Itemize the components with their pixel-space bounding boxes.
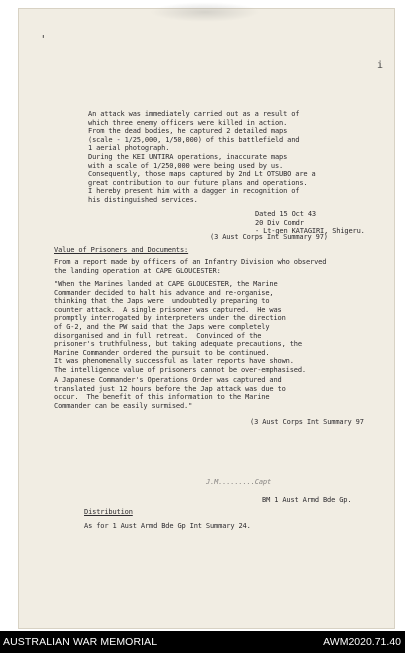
signatory-unit: BM 1 Aust Armd Bde Gp.: [262, 496, 352, 504]
ink-smudge: [150, 2, 260, 22]
report-intro-paragraph: From a report made by officers of an Infantry Division who observed the landing operation at CAPE GLOUCESTER:: [54, 258, 327, 275]
distribution-heading: Distribution: [84, 508, 133, 516]
citation-signature: Dated 15 Oct 43 20 Div Comdr - Lt-gen KATAGIRI, Shigeru.: [255, 210, 365, 236]
section-heading: Value of Prisoners and Documents:: [54, 246, 189, 254]
footer-accession-number: AWM2020.71.40: [323, 636, 401, 648]
archive-footer-bar: [0, 631, 405, 653]
margin-mark-right: i: [377, 60, 384, 71]
report-quote-paragraph: "When the Marines landed at CAPE GLOUCESTER, the Marine Commander decided to halt his advance and re-organise, thinking that the Japs were undoubtedly preparing to counter attack. A single prisoner was captured. He was promptly interrogated by interpreters under the direction of G-2, and the PW said that the Japs were completely disorganised and in full retreat. Convinced of the prisoner's truthfulness, but taking adequate precautions, the Marine Commander ordered the pursuit to be continued. It was phenomenally successful as later reports have shown. The intelligence value of prisoners cannot be over-emphasised.: [54, 280, 306, 374]
footer-institution: AUSTRALIAN WAR MEMORIAL: [3, 636, 158, 648]
handwritten-signature: J.M.........Capt: [206, 478, 272, 486]
margin-mark-left: ': [40, 33, 47, 46]
operations-order-paragraph: A Japanese Commander's Operations Order was captured and translated just 12 hours before the Jap attack was due to occur. The benefit of this information to the Marine Commander can be easily surmised.": [54, 376, 286, 410]
distribution-body: As for 1 Aust Armd Bde Gp Int Summary 24.: [84, 522, 251, 530]
source-reference-1: (3 Aust Corps Int Summary 97): [210, 233, 328, 241]
source-reference-2: (3 Aust Corps Int Summary 97: [250, 418, 364, 426]
citation-paragraph: An attack was immediately carried out as a result of which three enemy officers were killed in action. From the dead bodies, he captured 2 detailed maps (scale - 1/25,000, 1/50,000) of this battlefield and 1 aerial photograph. During the KEI UNTIRA operations, inaccurate maps with a scale of 1/250,000 were being used by us. Consequently, those maps captured by 2nd Lt OTSUBO are a great contribution to our future plans and operations. I hereby present him with a dagger in recognition of his distinguished services.: [88, 110, 316, 204]
